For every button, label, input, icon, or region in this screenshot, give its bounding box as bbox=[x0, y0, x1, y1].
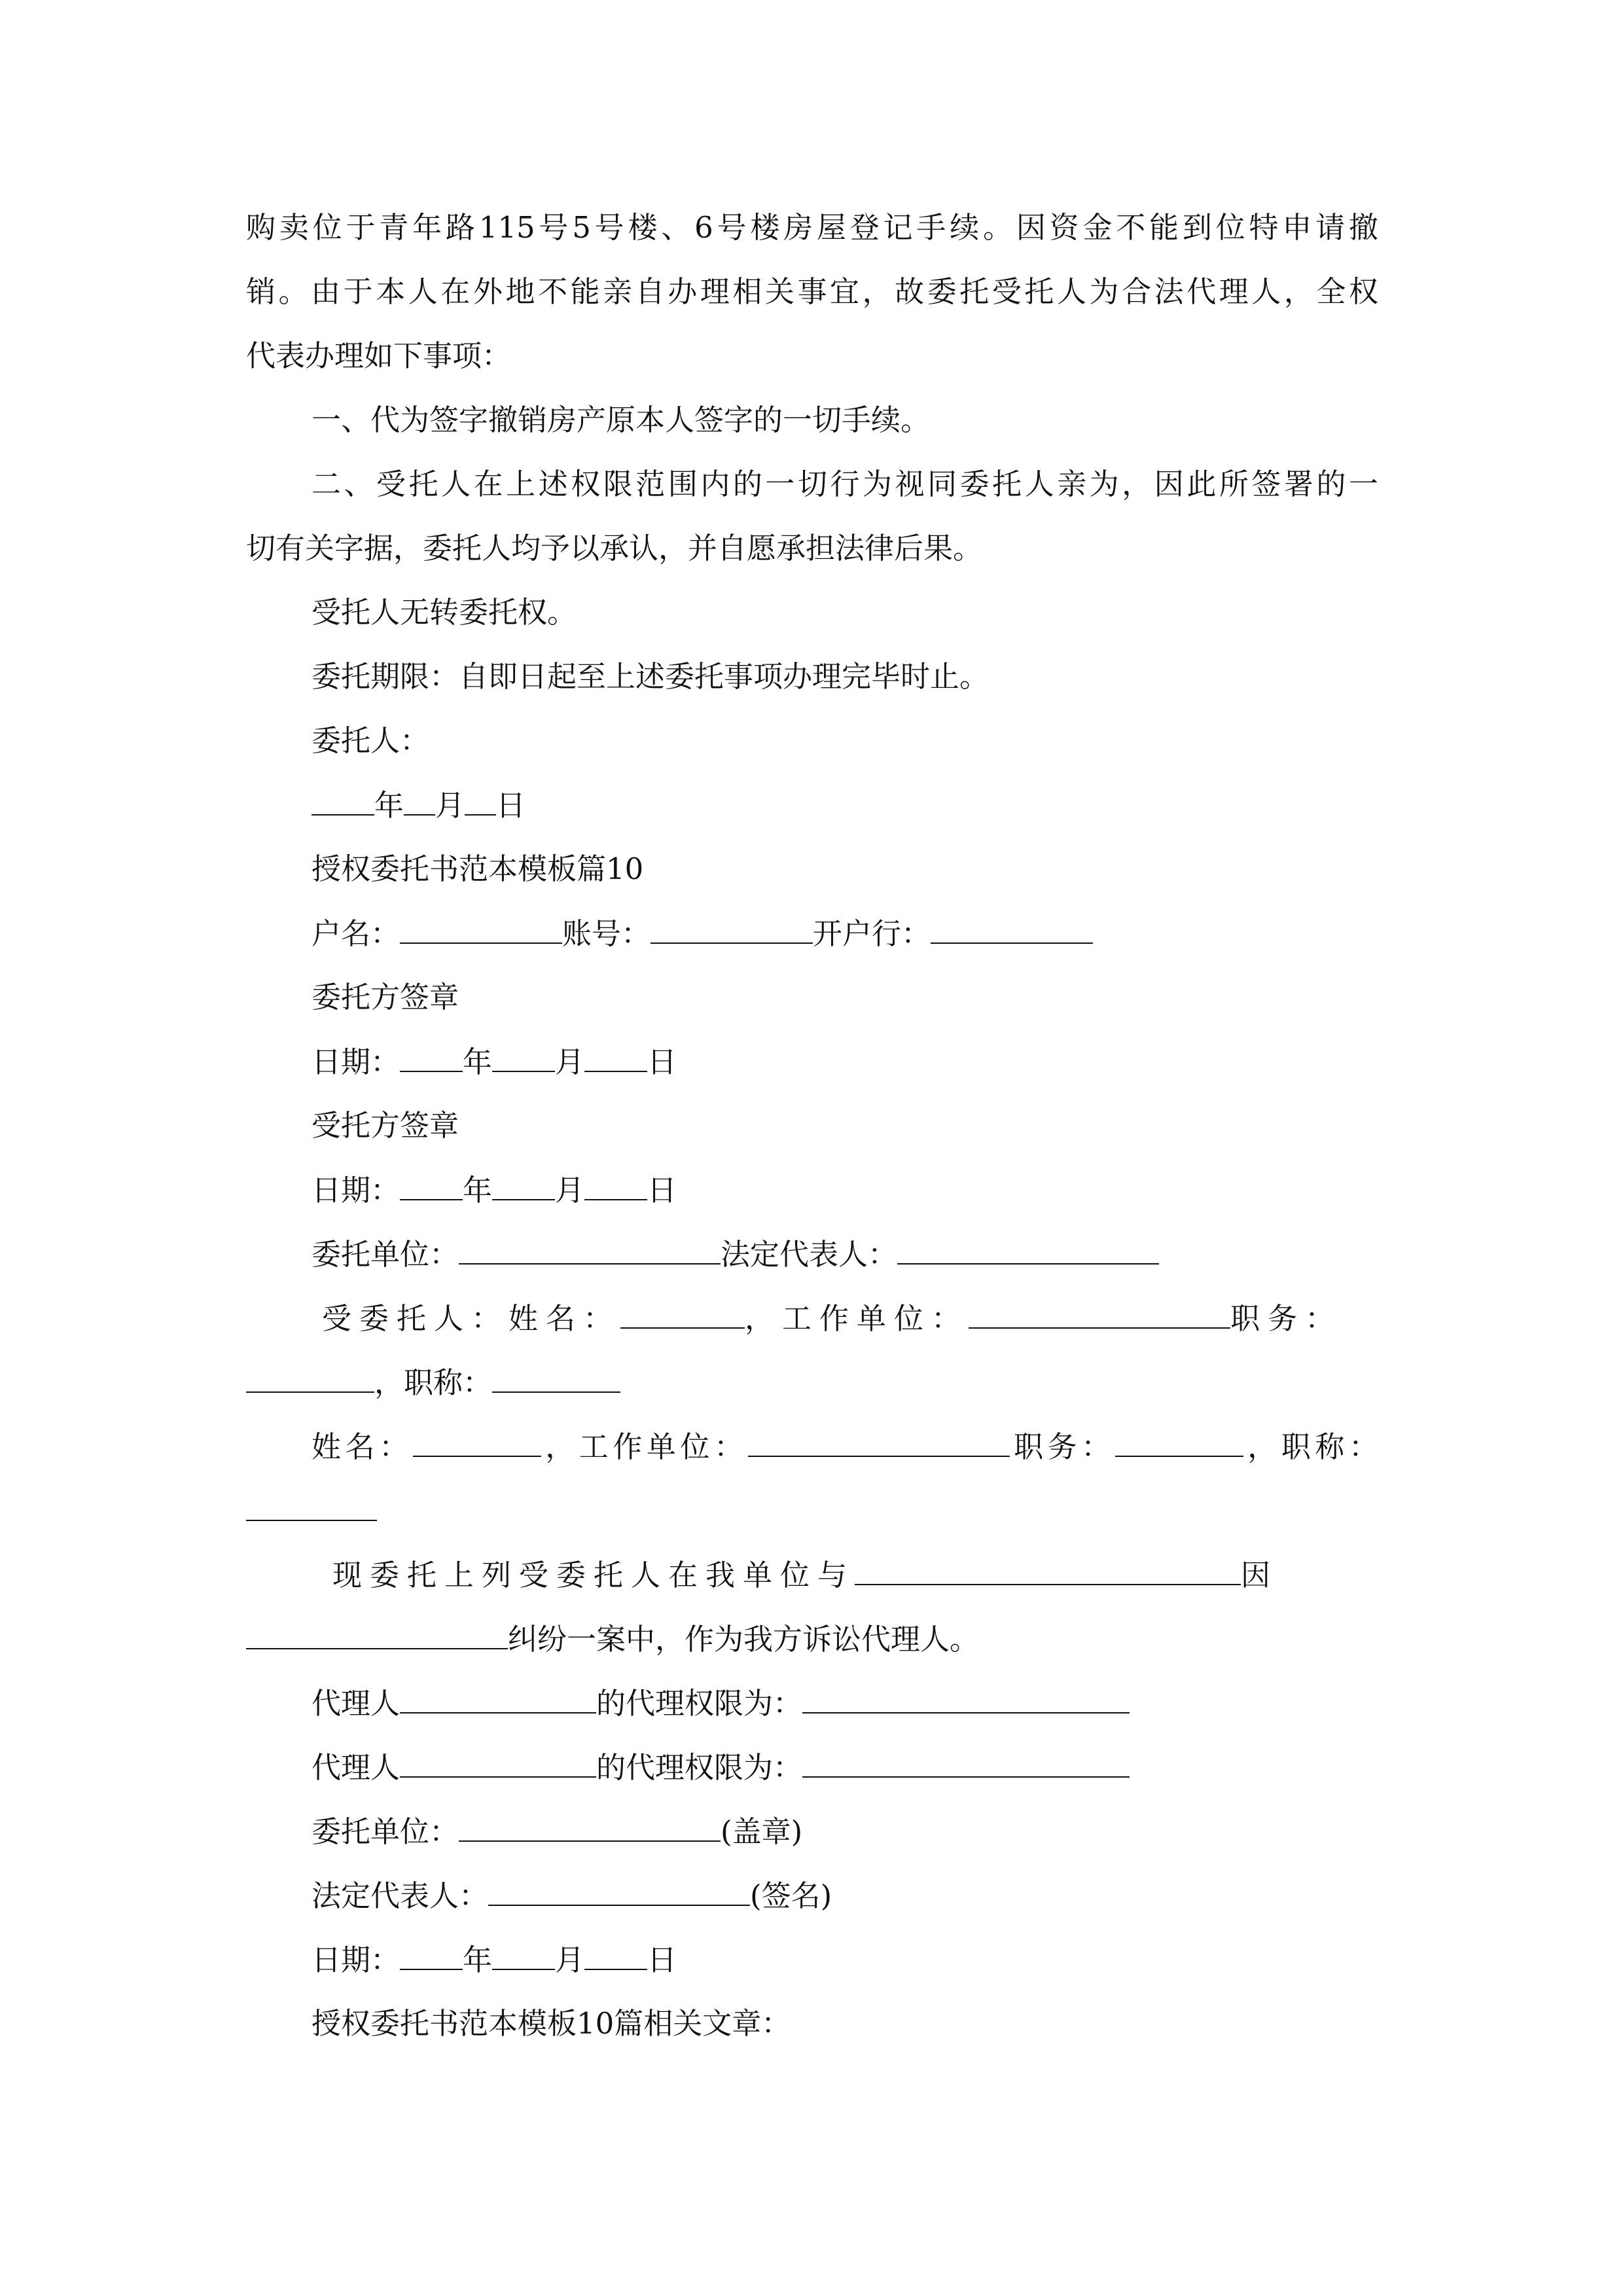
year-blank bbox=[400, 1170, 463, 1200]
post-blank bbox=[1115, 1427, 1243, 1457]
agent-seal-label: 受托方签章 bbox=[312, 1108, 459, 1143]
year-blank bbox=[400, 1940, 463, 1970]
month-blank bbox=[492, 1940, 555, 1970]
item-two-line-2: 切有关字据，委托人均予以承认，并自愿承担法律后果。 bbox=[246, 531, 983, 565]
month-blank bbox=[404, 785, 435, 816]
work-unit-blank bbox=[748, 1427, 1010, 1457]
date-line-1: 年 月 日 bbox=[312, 785, 1378, 825]
year-blank bbox=[312, 785, 374, 816]
agent-line-4 bbox=[246, 1491, 1378, 1530]
day-blank bbox=[465, 785, 496, 816]
case-line-2: 纠纷一案中，作为我方诉讼代理人。 bbox=[246, 1619, 1378, 1659]
bank-line: 户名： 账号： 开户行： bbox=[312, 914, 1378, 953]
agent-line-1: 受委托人：姓名： ，工作单位： 职务： bbox=[322, 1299, 1378, 1338]
no-transfer-clause: 受托人无转委托权。 bbox=[312, 595, 577, 630]
post-blank bbox=[246, 1363, 374, 1393]
month-blank bbox=[492, 1170, 555, 1200]
legal-rep-sign-line: 法定代表人： (签名) bbox=[312, 1876, 1378, 1915]
section-title: 授权委托书范本模板篇10 bbox=[312, 852, 644, 886]
unit-blank bbox=[459, 1234, 721, 1265]
legal-rep-blank bbox=[897, 1234, 1159, 1265]
legal-rep-blank bbox=[488, 1876, 750, 1906]
name-blank bbox=[620, 1299, 745, 1329]
month-blank bbox=[492, 1042, 555, 1072]
account-name-blank bbox=[400, 914, 562, 944]
intro-line-3: 代表办理如下事项： bbox=[246, 338, 512, 373]
date-line-4: 日期： 年 月 日 bbox=[312, 1940, 1378, 1979]
authority-line-2: 代理人 的代理权限为： bbox=[312, 1748, 1378, 1787]
date-line-2: 日期： 年 月 日 bbox=[312, 1042, 1378, 1081]
work-unit-blank bbox=[969, 1299, 1230, 1329]
scope-blank bbox=[802, 1683, 1130, 1713]
year-blank bbox=[400, 1042, 463, 1072]
intro-line-1: 购卖位于青年路115号5号楼、6号楼房屋登记手续。因资金不能到位特申请撤 bbox=[246, 210, 1378, 245]
day-blank bbox=[584, 1170, 647, 1200]
unit-seal-line: 委托单位： (盖章) bbox=[312, 1812, 1378, 1851]
authority-line-1: 代理人 的代理权限为： bbox=[312, 1683, 1378, 1723]
scope-blank bbox=[802, 1748, 1130, 1778]
term-clause: 委托期限：自即日起至上述委托事项办理完毕时止。 bbox=[312, 659, 990, 694]
unit-blank bbox=[459, 1812, 721, 1842]
agent-blank bbox=[400, 1683, 596, 1713]
item-one: 一、代为签字撤销房产原本人签字的一切手续。 bbox=[312, 403, 931, 437]
account-number-blank bbox=[651, 914, 813, 944]
rank-blank bbox=[492, 1363, 620, 1393]
opponent-blank bbox=[855, 1555, 1241, 1585]
principal-label: 委托人： bbox=[312, 723, 430, 758]
name-blank bbox=[413, 1427, 541, 1457]
agent-blank bbox=[400, 1748, 596, 1778]
intro-line-2: 销。由于本人在外地不能亲自办理相关事宜，故委托受托人为合法代理人，全权 bbox=[246, 274, 1378, 309]
rank-blank bbox=[246, 1491, 377, 1521]
case-line-1: 现委托上列受委托人在我单位与 因 bbox=[332, 1555, 1378, 1594]
unit-line: 委托单位： 法定代表人： bbox=[312, 1234, 1378, 1274]
bank-name-blank bbox=[931, 914, 1093, 944]
item-two-line-1: 二、受托人在上述权限范围内的一切行为视同委托人亲为，因此所签署的一 bbox=[312, 467, 1378, 501]
agent-line-3: 姓名： ，工作单位： 职务： ，职称： bbox=[312, 1427, 1378, 1466]
date-line-3: 日期： 年 月 日 bbox=[312, 1170, 1378, 1210]
day-blank bbox=[584, 1940, 647, 1970]
dispute-blank bbox=[246, 1619, 508, 1649]
day-blank bbox=[584, 1042, 647, 1072]
principal-seal-label: 委托方签章 bbox=[312, 980, 459, 1014]
related-articles-heading: 授权委托书范本模板10篇相关文章： bbox=[312, 2006, 791, 2041]
agent-line-2: ，职称： bbox=[246, 1363, 1378, 1402]
